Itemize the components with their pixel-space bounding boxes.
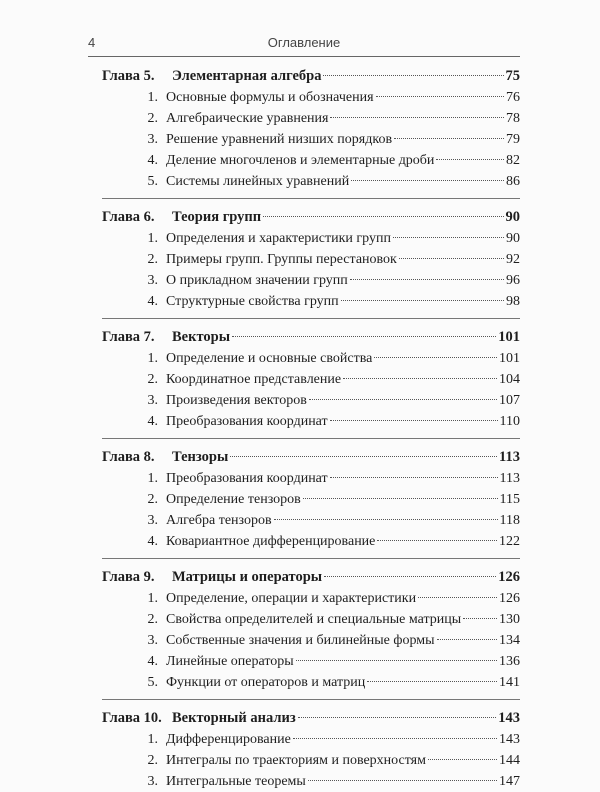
dot-leader	[436, 159, 504, 160]
page-number: 4	[88, 35, 96, 50]
section-page: 101	[499, 351, 520, 366]
section-page: 113	[499, 471, 520, 486]
dot-leader	[293, 738, 497, 739]
toc-entry[interactable]	[102, 228, 520, 249]
toc-entry[interactable]	[102, 348, 520, 369]
section-title: Собственные значения и билинейные формы	[166, 633, 435, 648]
section-number: 4.	[147, 294, 158, 309]
toc-entry[interactable]	[102, 489, 520, 510]
chapter-divider	[102, 438, 520, 439]
dot-leader	[230, 456, 497, 457]
chapter-heading[interactable]	[102, 566, 520, 588]
section-number: 3.	[147, 273, 158, 288]
chapter-block	[102, 65, 520, 192]
dot-leader	[330, 117, 504, 118]
section-page: 136	[499, 654, 520, 669]
chapter-heading[interactable]	[102, 326, 520, 348]
section-page: 107	[499, 393, 520, 408]
chapter-block	[102, 438, 520, 552]
chapter-divider	[102, 558, 520, 559]
chapter-heading[interactable]	[102, 206, 520, 228]
section-number: 3.	[147, 132, 158, 147]
section-title: Произведения векторов	[166, 393, 307, 408]
chapter-heading[interactable]	[102, 446, 520, 468]
section-title: Преобразования координат	[166, 414, 328, 429]
running-title: Оглавление	[267, 35, 341, 50]
toc-entry[interactable]	[102, 468, 520, 489]
section-page: 141	[499, 675, 520, 690]
section-page: 126	[499, 591, 520, 606]
dot-leader	[263, 216, 503, 217]
dot-leader	[367, 681, 497, 682]
chapter-page: 126	[498, 569, 520, 585]
section-page: 92	[506, 252, 520, 267]
dot-leader	[298, 717, 497, 718]
dot-leader	[232, 336, 496, 337]
toc-entry[interactable]	[102, 390, 520, 411]
dot-leader	[308, 780, 497, 781]
dot-leader	[330, 477, 498, 478]
chapter-label: Глава 6.	[102, 209, 155, 225]
chapter-block	[102, 558, 520, 693]
dot-leader	[463, 618, 497, 619]
section-number: 4.	[147, 534, 158, 549]
section-page: 134	[499, 633, 520, 648]
chapter-label: Глава 9.	[102, 569, 155, 585]
toc-entry[interactable]	[102, 108, 520, 129]
dot-leader	[296, 660, 497, 661]
toc-entry[interactable]	[102, 588, 520, 609]
toc-entry[interactable]	[102, 87, 520, 108]
toc-entry[interactable]	[102, 150, 520, 171]
section-title: Преобразования координат	[166, 471, 328, 486]
chapter-title: Матрицы и операторы	[172, 569, 323, 585]
dot-leader	[351, 180, 504, 181]
section-number: 2.	[147, 612, 158, 627]
section-number: 5.	[147, 675, 158, 690]
chapter-label: Глава 7.	[102, 329, 155, 345]
toc-entry[interactable]	[102, 270, 520, 291]
section-page: 115	[499, 492, 520, 507]
section-number: 2.	[147, 252, 158, 267]
section-title: Координатное представление	[166, 372, 342, 387]
section-title: Решение уравнений низших порядков	[166, 132, 393, 147]
section-page: 79	[506, 132, 520, 147]
chapter-heading[interactable]	[102, 707, 520, 729]
section-number: 4.	[147, 654, 158, 669]
section-number: 3.	[147, 393, 158, 408]
chapter-title: Векторный анализ	[172, 710, 296, 726]
chapter-block	[102, 699, 520, 792]
chapter-label: Глава 5.	[102, 68, 155, 84]
chapter-title: Теория групп	[172, 209, 262, 225]
dot-leader	[274, 519, 498, 520]
toc-entry[interactable]	[102, 369, 520, 390]
section-page: 98	[506, 294, 520, 309]
section-page: 104	[499, 372, 520, 387]
chapter-title: Тензоры	[172, 449, 229, 465]
chapter-divider	[102, 699, 520, 700]
dot-leader	[303, 498, 498, 499]
dot-leader	[350, 279, 504, 280]
section-page: 78	[506, 111, 520, 126]
section-number: 2.	[147, 492, 158, 507]
chapter-page: 90	[505, 209, 520, 225]
section-number: 1.	[147, 591, 158, 606]
section-number: 3.	[147, 633, 158, 648]
toc-entry[interactable]	[102, 651, 520, 672]
section-title: Свойства определителей и специальные матрицы	[166, 612, 462, 627]
section-page: 122	[499, 534, 520, 549]
chapter-title: Векторы	[172, 329, 231, 345]
chapter-page: 101	[498, 329, 520, 345]
section-page: 144	[499, 753, 520, 768]
chapter-page: 113	[499, 449, 520, 465]
toc-entry[interactable]	[102, 291, 520, 312]
chapter-heading[interactable]	[102, 65, 520, 87]
section-page: 86	[506, 174, 520, 189]
section-title: Структурные свойства групп	[166, 294, 339, 309]
section-number: 3.	[147, 513, 158, 528]
toc-entry[interactable]	[102, 672, 520, 693]
section-title: Алгебраические уравнения	[166, 111, 329, 126]
chapter-divider	[102, 198, 520, 199]
dot-leader	[394, 138, 504, 139]
section-title: Определения и характеристики групп	[166, 231, 391, 246]
dot-leader	[418, 597, 497, 598]
dot-leader	[323, 75, 503, 76]
chapter-title: Элементарная алгебра	[172, 68, 322, 84]
section-number: 4.	[147, 153, 158, 168]
chapter-block	[102, 318, 520, 432]
section-number: 1.	[147, 90, 158, 105]
section-page: 110	[499, 414, 520, 429]
section-title: Деление многочленов и элементарные дроби	[166, 153, 435, 168]
toc-entry[interactable]	[102, 531, 520, 552]
header-rule	[88, 56, 520, 57]
section-title: Дифференцирование	[166, 732, 291, 747]
chapter-page: 75	[505, 68, 520, 84]
toc-entry[interactable]	[102, 729, 520, 750]
chapter-page: 143	[498, 710, 520, 726]
section-title: Определение, операции и характеристики	[166, 591, 417, 606]
chapter-label: Глава 10.	[102, 710, 162, 726]
section-page: 130	[499, 612, 520, 627]
section-title: Функции от операторов и матриц	[166, 675, 366, 690]
dot-leader	[341, 300, 504, 301]
section-title: Системы линейных уравнений	[166, 174, 350, 189]
toc-entry[interactable]	[102, 129, 520, 150]
section-page: 82	[506, 153, 520, 168]
dot-leader	[437, 639, 497, 640]
dot-leader	[330, 420, 498, 421]
chapter-block	[102, 198, 520, 312]
dot-leader	[393, 237, 504, 238]
section-title: Интегральные теоремы	[166, 774, 306, 789]
toc-entry[interactable]	[102, 750, 520, 771]
dot-leader	[376, 96, 504, 97]
section-title: Алгебра тензоров	[166, 513, 272, 528]
toc-entry[interactable]	[102, 249, 520, 270]
dot-leader	[309, 399, 497, 400]
dot-leader	[428, 759, 497, 760]
toc-entry[interactable]	[102, 630, 520, 651]
section-number: 2.	[147, 372, 158, 387]
section-title: Интегралы по траекториям и поверхностям	[166, 753, 426, 768]
dot-leader	[324, 576, 496, 577]
chapter-label: Глава 8.	[102, 449, 155, 465]
chapter-divider	[102, 318, 520, 319]
section-number: 5.	[147, 174, 158, 189]
section-number: 1.	[147, 231, 158, 246]
section-number: 4.	[147, 414, 158, 429]
section-number: 2.	[147, 111, 158, 126]
toc-entry[interactable]	[102, 411, 520, 432]
dot-leader	[377, 540, 497, 541]
toc-entry[interactable]	[102, 171, 520, 192]
section-number: 3.	[147, 774, 158, 789]
toc-entry[interactable]	[102, 510, 520, 531]
table-of-contents	[102, 65, 520, 792]
section-title: О прикладном значении групп	[166, 273, 348, 288]
dot-leader	[343, 378, 497, 379]
section-title: Линейные операторы	[166, 654, 294, 669]
section-page: 118	[499, 513, 520, 528]
section-number: 2.	[147, 753, 158, 768]
page-header	[88, 35, 520, 57]
section-number: 1.	[147, 351, 158, 366]
section-page: 147	[499, 774, 520, 789]
section-title: Определение и основные свойства	[166, 351, 373, 366]
section-number: 1.	[147, 471, 158, 486]
section-page: 76	[506, 90, 520, 105]
toc-entry[interactable]	[102, 609, 520, 630]
dot-leader	[374, 357, 497, 358]
section-number: 1.	[147, 732, 158, 747]
dot-leader	[399, 258, 504, 259]
section-title: Определение тензоров	[166, 492, 301, 507]
section-title: Примеры групп. Группы перестановок	[166, 252, 397, 267]
section-page: 96	[506, 273, 520, 288]
section-page: 143	[499, 732, 520, 747]
toc-entry[interactable]	[102, 771, 520, 792]
section-title: Ковариантное дифференцирование	[166, 534, 376, 549]
section-page: 90	[506, 231, 520, 246]
section-title: Основные формулы и обозначения	[166, 90, 374, 105]
